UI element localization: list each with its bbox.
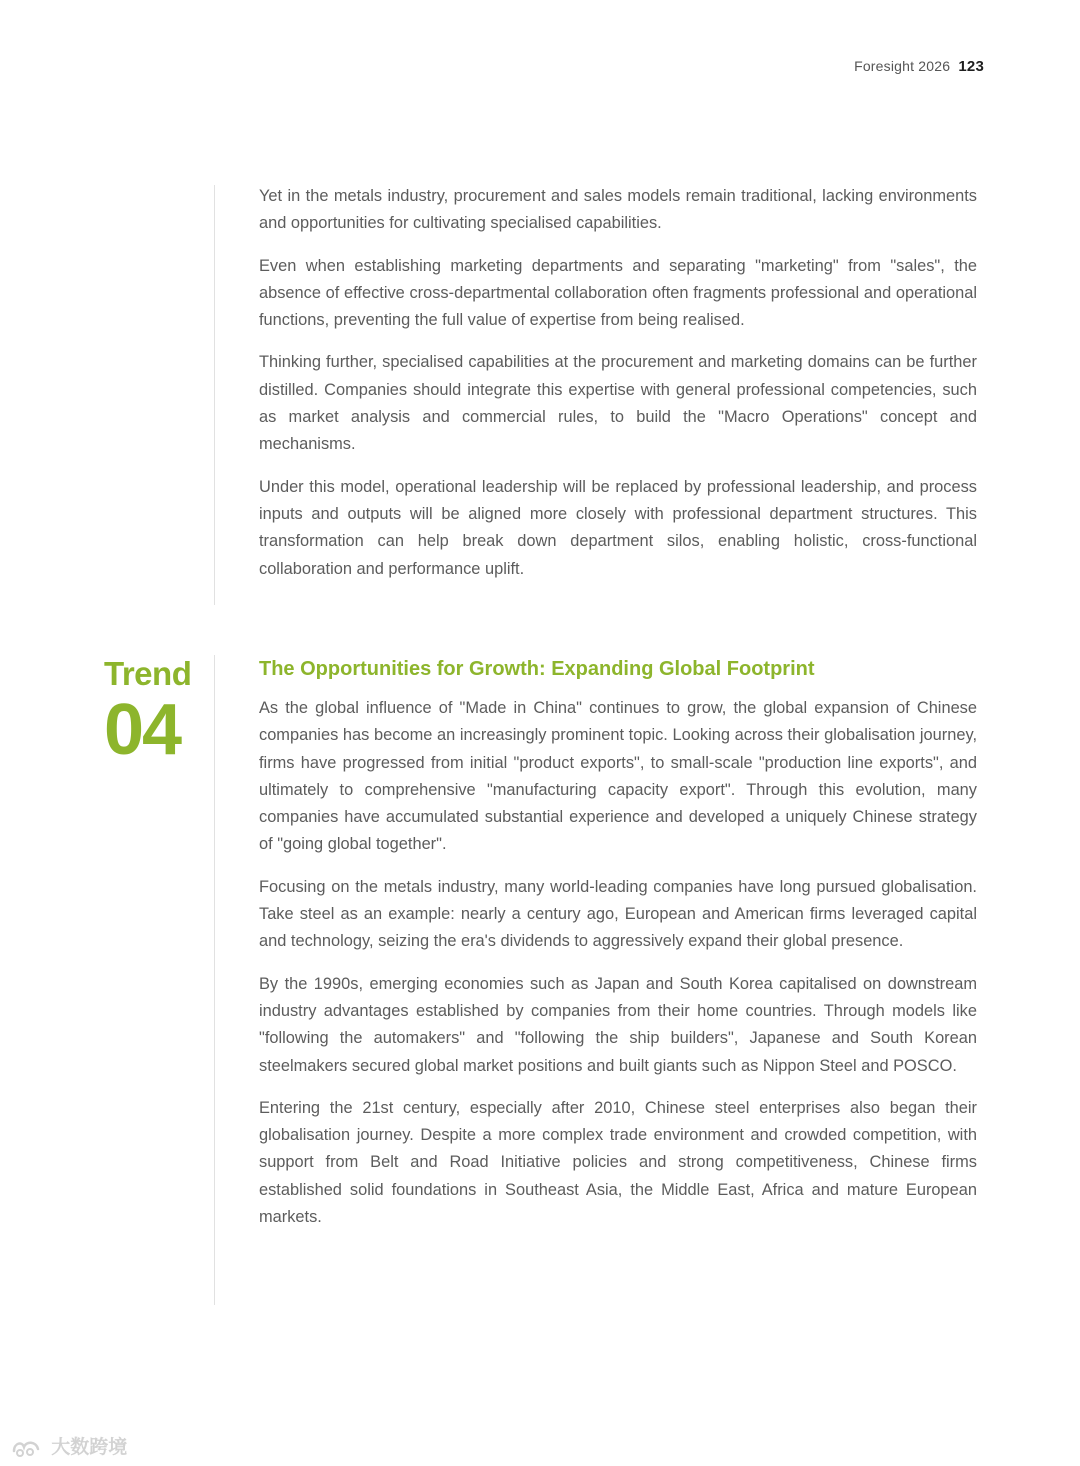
trend-label (104, 655, 204, 770)
section-divider-line (214, 185, 215, 605)
trend-word: Trend (104, 655, 192, 692)
section-heading: The Opportunities for Growth: Expanding Global Footprint (259, 658, 815, 680)
body-paragraph: By the 1990s, emerging economies such as Japan and South Korea capitalised on downstream industry advantages established by companies from their home countries. Through models like "following the automakers" and "following the ship builders", Japanese and South Korean steelmakers secured global market positions and built giants such as Nippon Steel and POSCO. (259, 974, 977, 1075)
watermark-text: 大数跨境 (51, 1437, 128, 1458)
body-paragraph: As the global influence of "Made in China" continues to grow, the global expansion of Chinese companies has become an increasingly prominent topic. Looking across their globalisation journey, firms have progressed from initial "product exports", to small-scale "production line exports", and ultimately to comprehensive "manufacturing capacity export". Through this evolution, many companies have accumulated substantial experience and developed a uniquely Chinese strategy of "going global together". (259, 699, 977, 854)
body-paragraph: Even when establishing marketing departments and separating "marketing" from "sales", the absence of effective cross-departmental collaboration often fragments professional and operational functions, preventing the full value of expertise from being realised. (259, 256, 977, 330)
trend-section (259, 655, 977, 1246)
body-paragraph: Focusing on the metals industry, many world-leading companies have long pursued globalisation. Take steel as an example: nearly a century ago, European and American firms leveraged capital and technology, seizing the era's dividends to aggressively expand their global presence. (259, 877, 977, 951)
page-header (854, 58, 984, 75)
section-divider-line (214, 655, 215, 1305)
page-number: 123 (958, 58, 984, 75)
intro-section (259, 183, 977, 598)
watermark (10, 1432, 127, 1459)
watermark-logo-icon (10, 1437, 42, 1459)
body-paragraph: Under this model, operational leadership will be replaced by professional leadership, and process inputs and outputs will be aligned more closely with professional department structures. This transformation can help break down department silos, enabling holistic, cross-functional collaboration and performance uplift. (259, 477, 977, 578)
body-paragraph: Entering the 21st century, especially after 2010, Chinese steel enterprises also began their globalisation journey. Despite a more complex trade environment and crowded competition, with support from Belt and Road Initiative policies and strong competitiveness, Chinese firms established solid foundations in Southeast Asia, the Middle East, Africa and mature European markets. (259, 1098, 977, 1227)
body-paragraph: Thinking further, specialised capabilities at the procurement and marketing domains can be further distilled. Companies should integrate this expertise with general professional competencies, such as market analysis and commercial rules, to build the "Macro Operations" concept and mechanisms. (259, 353, 977, 454)
trend-number: 04 (104, 690, 181, 770)
body-paragraph: Yet in the metals industry, procurement and sales models remain traditional, lacking environments and opportunities for cultivating specialised capabilities. (259, 187, 977, 233)
publication-title: Foresight 2026 (854, 58, 951, 74)
